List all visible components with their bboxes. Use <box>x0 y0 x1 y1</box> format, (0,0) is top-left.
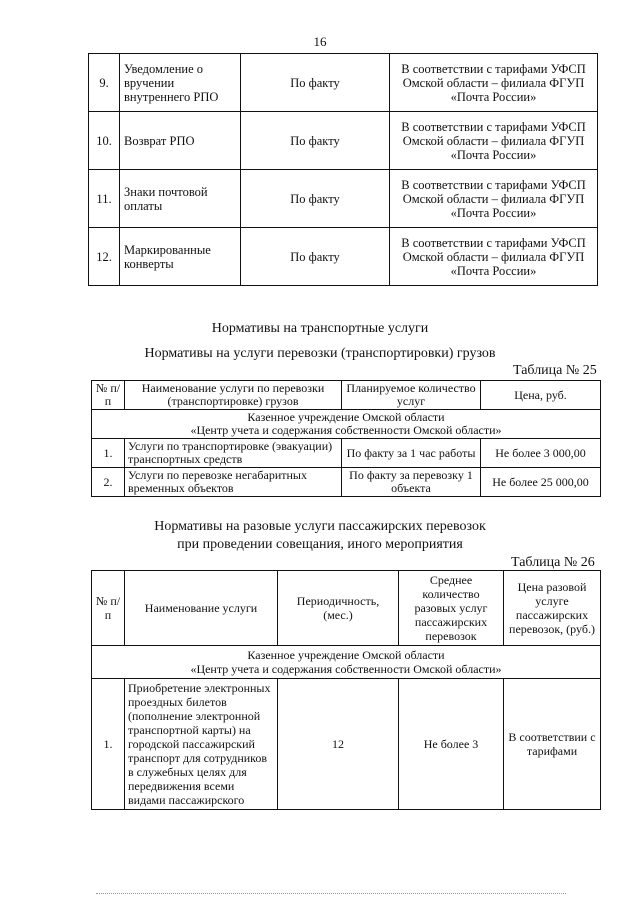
column-header: Наименование услуги <box>125 571 278 646</box>
org-line: Казенное учреждение Омской области <box>247 648 445 662</box>
service-name: Маркированные конверты <box>120 228 241 286</box>
service-name: Возврат РПО <box>120 112 241 170</box>
top-tariff-table <box>88 53 598 286</box>
column-header: Цена, руб. <box>481 381 601 410</box>
service-name: Уведомление о вручении внутреннего РПО <box>120 54 241 112</box>
table26-label: Таблица № 26 <box>511 555 595 570</box>
table26-title-line1: Нормативы на разовые услуги пассажирских перевозок <box>154 519 486 534</box>
column-header: Периодичность, (мес.) <box>278 571 399 646</box>
row-number: 10. <box>89 112 120 170</box>
table-row <box>92 468 601 497</box>
table-row <box>89 112 598 170</box>
column-header: № п/п <box>92 571 125 646</box>
service-frequency: По факту <box>241 228 390 286</box>
org-line: «Центр учета и содержания собственности Омской области» <box>190 423 502 437</box>
service-price: Не более 25 000,00 <box>481 468 601 497</box>
service-price: В соответствии с тарифами <box>504 679 601 810</box>
service-price: В соответствии с тарифами УФСП Омской области – филиала ФГУП «Почта России» <box>390 54 598 112</box>
row-number: 11. <box>89 170 120 228</box>
row-number: 9. <box>89 54 120 112</box>
service-name: Приобретение электронных проездных билетов (пополнение электронной транспортной карты) на городской пассажирский транспорт для сотрудников в служебных целях для передвижения всеми видами пассажирского <box>125 679 278 810</box>
org-row <box>92 410 601 439</box>
service-quantity: По факту за перевозку 1 объекта <box>342 468 481 497</box>
section-title: Нормативы на транспортные услуги <box>211 321 429 336</box>
column-header: № п/п <box>92 381 125 410</box>
service-price: В соответствии с тарифами УФСП Омской области – филиала ФГУП «Почта России» <box>390 228 598 286</box>
org-line: «Центр учета и содержания собственности Омской области» <box>190 662 502 676</box>
service-name: Услуги по транспортировке (эвакуации) транспортных средств <box>125 439 342 468</box>
org-line: Казенное учреждение Омской области <box>247 410 445 424</box>
column-header: Цена разовой услуге пассажирских перевозок, (руб.) <box>504 571 601 646</box>
table-25 <box>91 380 601 497</box>
table-header-row <box>92 381 601 410</box>
service-period: 12 <box>278 679 399 810</box>
page-number: 16 <box>313 34 327 49</box>
table-header-row <box>92 571 601 646</box>
service-price: Не более 3 000,00 <box>481 439 601 468</box>
table-row <box>89 170 598 228</box>
column-header: Наименование услуги по перевозки (транспортировке) грузов <box>125 381 342 410</box>
org-name <box>92 646 601 679</box>
column-header: Среднее количество разовых услуг пассажирских перевозок <box>399 571 504 646</box>
row-number: 1. <box>92 679 125 810</box>
table-row <box>89 54 598 112</box>
table-26 <box>91 570 601 810</box>
row-number: 12. <box>89 228 120 286</box>
scan-artifact-line <box>96 893 566 894</box>
column-header: Планируемое количество услуг <box>342 381 481 410</box>
service-price: В соответствии с тарифами УФСП Омской области – филиала ФГУП «Почта России» <box>390 170 598 228</box>
service-quantity: Не более 3 <box>399 679 504 810</box>
org-row <box>92 646 601 679</box>
table-row <box>89 228 598 286</box>
service-quantity: По факту за 1 час работы <box>342 439 481 468</box>
service-name: Услуги по перевозке негабаритных временных объектов <box>125 468 342 497</box>
row-number: 2. <box>92 468 125 497</box>
table25-label: Таблица № 25 <box>513 363 597 378</box>
service-frequency: По факту <box>241 54 390 112</box>
org-name <box>92 410 601 439</box>
service-frequency: По факту <box>241 170 390 228</box>
table25-title: Нормативы на услуги перевозки (транспортировки) грузов <box>144 346 496 361</box>
service-frequency: По факту <box>241 112 390 170</box>
table-row <box>92 439 601 468</box>
row-number: 1. <box>92 439 125 468</box>
table-row <box>92 679 601 810</box>
service-name: Знаки почтовой оплаты <box>120 170 241 228</box>
table26-title-line2: при проведении совещания, иного мероприятия <box>177 537 463 552</box>
service-price: В соответствии с тарифами УФСП Омской области – филиала ФГУП «Почта России» <box>390 112 598 170</box>
